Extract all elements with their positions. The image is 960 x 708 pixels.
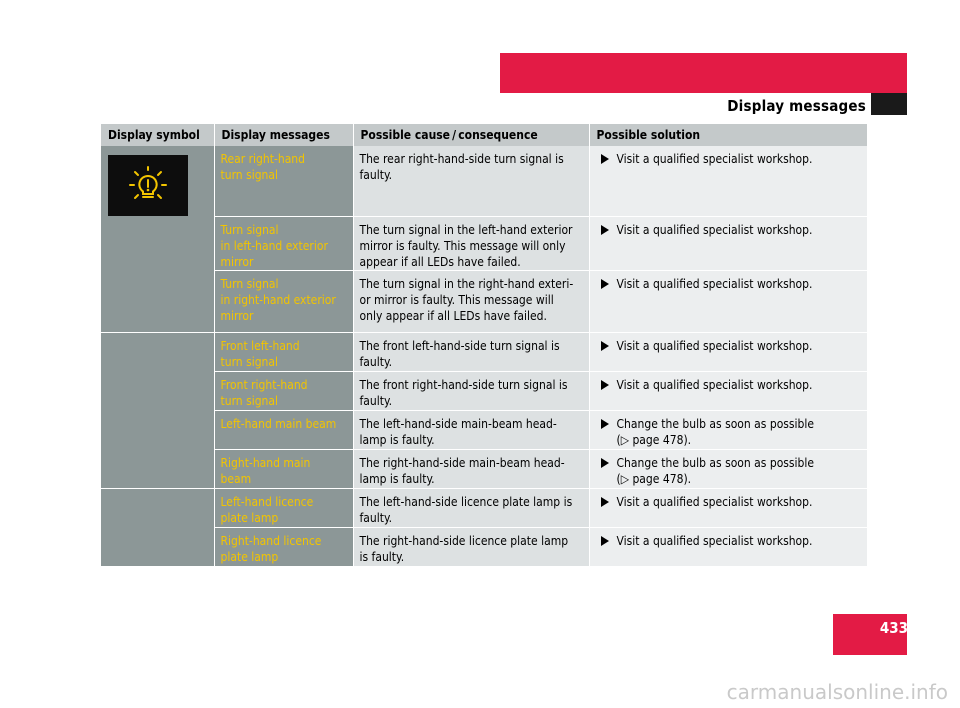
cause-cell <box>353 488 589 527</box>
solution-line: (▷ page 478). <box>616 432 692 447</box>
table-row <box>101 146 867 216</box>
cause-line: only appear if all LEDs have failed. <box>359 308 547 323</box>
solution-cell <box>589 410 867 449</box>
cause-line: lamp is faulty. <box>359 432 435 447</box>
solution-line: Visit a qualified specialist workshop. <box>616 494 813 509</box>
cause-cell <box>353 146 589 216</box>
cause-cell <box>353 270 589 332</box>
solution-line: Visit a qualified specialist workshop. <box>616 338 813 353</box>
bullet-arrow-icon <box>601 225 609 235</box>
cause-line: The right-hand-side main-beam head- <box>359 455 565 470</box>
table-row <box>101 488 867 527</box>
table-row <box>101 527 867 566</box>
solution-line: Change the bulb as soon as possible <box>616 455 815 470</box>
cause-line: lamp is faulty. <box>359 471 435 486</box>
message-line: Right-hand licence <box>220 533 322 548</box>
section-title: Practical advice <box>794 17 918 35</box>
cause-line: faulty. <box>359 354 393 369</box>
bullet-arrow-icon <box>601 154 609 164</box>
page-number: 433 <box>879 619 908 637</box>
bullet-arrow-icon <box>601 380 609 390</box>
cause-cell <box>353 216 589 270</box>
solution-line: (▷ page 478). <box>616 471 692 486</box>
message-line: mirror <box>220 254 254 269</box>
display-message-cell <box>214 488 353 527</box>
bullet-arrow-icon <box>601 279 609 289</box>
display-messages-table <box>101 124 867 567</box>
solution-cell <box>589 270 867 332</box>
table-row <box>101 371 867 410</box>
solution-content <box>596 455 862 487</box>
solution-content <box>596 377 862 393</box>
solution-content <box>596 276 862 292</box>
display-message-cell <box>214 410 353 449</box>
column-header: Possible solution <box>589 124 867 146</box>
message-line: turn signal <box>220 354 279 369</box>
message-line: Front left-hand <box>220 338 300 353</box>
solution-cell <box>589 488 867 527</box>
table-row <box>101 410 867 449</box>
cause-line: is faulty. <box>359 549 405 564</box>
table-row <box>101 216 867 270</box>
message-line: Front right-hand <box>220 377 308 392</box>
cause-cell <box>353 449 589 488</box>
header-corner-block <box>871 93 907 115</box>
solution-line: Change the bulb as soon as possible <box>616 416 815 431</box>
cause-line: mirror is faulty. This message will only <box>359 238 566 253</box>
solution-cell <box>589 216 867 270</box>
display-message-cell <box>214 270 353 332</box>
display-message-cell <box>214 146 353 216</box>
cause-line: The left-hand-side main-beam head- <box>359 416 557 431</box>
solution-line: Visit a qualified specialist workshop. <box>616 276 813 291</box>
warning-bulb-icon <box>108 155 188 216</box>
solution-cell <box>589 371 867 410</box>
cause-line: The rear right-hand-side turn signal is <box>359 152 564 166</box>
bullet-arrow-icon <box>601 536 609 546</box>
table-row <box>101 332 867 371</box>
cause-line: faulty. <box>359 510 393 525</box>
message-line: Turn signal <box>220 276 279 291</box>
solution-content <box>596 338 862 354</box>
message-line: in right-hand exterior <box>220 292 336 307</box>
cause-line: faulty. <box>359 393 393 408</box>
cause-line: The turn signal in the left-hand exterior <box>359 222 573 237</box>
message-line: Right-hand main <box>220 455 311 470</box>
column-header: Display messages <box>214 124 353 146</box>
cause-cell <box>353 332 589 371</box>
cause-line: appear if all LEDs have failed. <box>359 254 521 269</box>
cause-line: The turn signal in the right-hand exteri- <box>359 276 574 291</box>
message-line: in left-hand exterior <box>220 238 328 253</box>
cause-line: The front left-hand-side turn signal is <box>359 338 560 353</box>
cause-line: The right-hand-side licence plate lamp <box>359 533 569 548</box>
message-line: plate lamp <box>220 549 279 564</box>
solution-content <box>596 151 862 167</box>
watermark: carmanualsonline.info <box>726 680 948 704</box>
cause-line: The left-hand-side licence plate lamp is <box>359 494 573 509</box>
solution-content <box>596 533 862 549</box>
table-row <box>101 270 867 332</box>
display-message-cell <box>214 527 353 566</box>
column-header: Possible cause / consequence <box>353 124 589 146</box>
solution-line: Visit a qualified specialist workshop. <box>616 533 813 548</box>
solution-content <box>596 222 862 238</box>
message-line: turn signal <box>220 393 279 408</box>
bullet-arrow-icon <box>601 419 609 429</box>
bullet-arrow-icon <box>601 341 609 351</box>
solution-line: Visit a qualified specialist workshop. <box>616 152 813 166</box>
header-bar <box>500 53 907 93</box>
cause-line: faulty. <box>359 168 393 182</box>
column-header: Display symbol <box>101 124 214 146</box>
message-line: Left-hand licence <box>220 494 314 509</box>
cause-cell <box>353 410 589 449</box>
solution-cell <box>589 527 867 566</box>
display-symbol-cell <box>101 332 214 488</box>
display-message-cell <box>214 449 353 488</box>
message-line: Rear right-hand <box>220 152 306 166</box>
table-header-row <box>101 124 867 146</box>
subsection-title: Display messages <box>727 97 866 115</box>
message-line: plate lamp <box>220 510 279 525</box>
message-line: beam <box>220 471 252 486</box>
message-line: mirror <box>220 308 254 323</box>
message-line: Turn signal <box>220 222 279 237</box>
solution-content <box>596 494 862 510</box>
solution-content <box>596 416 862 448</box>
message-line: turn signal <box>220 168 279 182</box>
bullet-arrow-icon <box>601 458 609 468</box>
display-symbol-cell <box>101 488 214 566</box>
message-line: Left-hand main beam <box>220 416 337 431</box>
solution-line: Visit a qualified specialist workshop. <box>616 377 813 392</box>
display-message-cell <box>214 371 353 410</box>
cause-line: or mirror is faulty. This message will <box>359 292 554 307</box>
display-message-cell <box>214 216 353 270</box>
table-row <box>101 449 867 488</box>
solution-cell <box>589 332 867 371</box>
solution-cell <box>589 146 867 216</box>
cause-cell <box>353 527 589 566</box>
solution-cell <box>589 449 867 488</box>
bullet-arrow-icon <box>601 497 609 507</box>
cause-line: The front right-hand-side turn signal is <box>359 377 568 392</box>
solution-line: Visit a qualified specialist workshop. <box>616 222 813 237</box>
cause-cell <box>353 371 589 410</box>
display-message-cell <box>214 332 353 371</box>
